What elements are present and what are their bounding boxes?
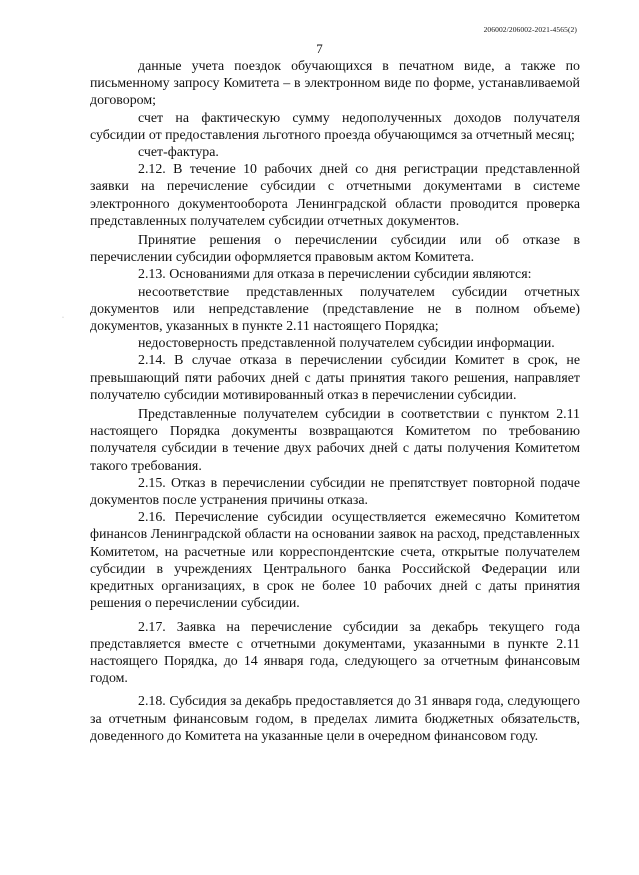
page-number: 7	[316, 41, 323, 56]
paragraph-2-15: 2.15. Отказ в перечислении субсидии не препятствует повторной подаче документов после устранения причины отказа.	[90, 475, 580, 509]
paragraph-tax-invoice: счет-фактура.	[138, 145, 219, 161]
document-body	[90, 58, 580, 745]
margin-mark: ·	[62, 315, 64, 321]
paragraph-documents-return: Представленные получателем субсидии в соответствии с пунктом 2.11 настоящего Порядка документы возвращаются Комитетом по требованию получателя субсидии в течение двух рабочих дней с даты получения Комитетом такого требования.	[90, 407, 580, 474]
paragraph-unreliability: недостоверность представленной получателем субсидии информации.	[138, 336, 555, 352]
paragraph-2-13: 2.13. Основаниями для отказа в перечислении субсидии являются:	[138, 267, 532, 283]
paragraph-visit-data: данные учета поездок обучающихся в печатном виде, а также по письменному запросу Комитета – в электронном виде по форме, устанавливаемой договором;	[90, 59, 580, 109]
paragraph-noncompliance: несоответствие представленных получателем субсидии отчетных документов или непредставление (представление не в полном объеме) документов, указанных в пункте 2.11 настоящего Порядка;	[90, 284, 580, 335]
paragraph-invoice-amount: счет на фактическую сумму недополученных доходов получателя субсидии от предоставления льготного проезда обучающимся за отчетный месяц;	[90, 110, 580, 143]
paragraph-2-18: 2.18. Субсидия за декабрь предоставляется до 31 января года, следующего за отчетным финансовым годом, в пределах лимита бюджетных обязательств, доведенного до Комитета на указанные цели в очередном финансовом году.	[90, 694, 580, 744]
paragraph-decision: Принятие решения о перечислении субсидии или об отказе в перечислении субсидии оформляется правовым актом Комитета.	[90, 233, 580, 266]
paragraph-2-16: 2.16. Перечисление субсидии осуществляется ежемесячно Комитетом финансов Ленинградской области на основании заявок на расход, представленных Комитетом, на расчетные или корреспондентские счета, открытые получателем субсидии в учреждениях Центрального банка Российской Федерации или кредитных организациях, в срок не более 10 рабочих дней с даты принятия решения о перечислении субсидии.	[90, 510, 580, 612]
paragraph-2-12: 2.12. В течение 10 рабочих дней со дня регистрации представленной заявки на перечисление субсидии с отчетными документами в системе электронного документооборота Ленинградской области проводится проверка представленных получателем субсидии отчетных документов.	[90, 162, 580, 229]
document-id: 206002/206002-2021-4565(2)	[483, 25, 577, 34]
paragraph-2-14: 2.14. В случае отказа в перечислении субсидии Комитет в срок, не превышающий пяти рабочих дней с даты принятия такого решения, направляет получателю субсидии мотивированный отказ в перечислении субсидии.	[90, 353, 580, 403]
paragraph-2-17: 2.17. Заявка на перечисление субсидии за декабрь текущего года представляется вместе с отчетными документами, указанными в пункте 2.11 настоящего Порядка, до 14 января года, следующего за отчетным финансовым годом.	[90, 619, 580, 687]
